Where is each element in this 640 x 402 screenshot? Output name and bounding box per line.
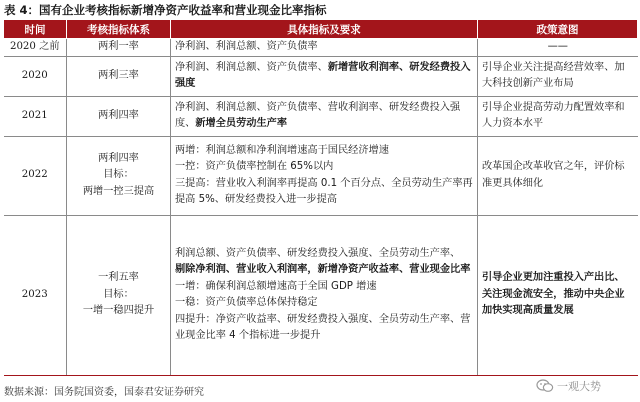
detail-line: 一增：确保利润总额增速高于全国 GDP 增速	[175, 280, 377, 292]
row-system: 两利一率	[67, 39, 171, 57]
table-row	[4, 56, 638, 96]
detail-new-indicator: 新增营收利润率、研发经费投入强度	[175, 61, 471, 89]
detail-line: 三提高：营业收入利润率再提高 0.1 个百分点、全员劳动生产率再提高 5%、研发经费投入进一步提高	[175, 177, 473, 205]
detail-line: 一稳：资产负债率总体保持稳定	[175, 297, 318, 308]
detail-line-bold: 剔除净利润、营业收入利润率，新增净资产收益率、营业现金比率	[175, 264, 471, 275]
detail-new-indicator: 新增全员劳动生产率	[195, 118, 288, 129]
row-system: 两利三率	[67, 56, 171, 96]
system-goal: 两增一控三提高	[82, 185, 155, 197]
row-time: 2021	[4, 96, 67, 136]
row-time: 2020	[4, 56, 67, 96]
detail-line: 利润总额、资产负债率、研发经费投入强度、全员劳动生产率、	[175, 247, 461, 259]
source-note: 数据来源：国务院国资委，国泰君安证券研究	[4, 387, 204, 398]
detail-text: 净利润、利润总额、资产负债率、营收利润率、研发经费投入强度、	[175, 101, 461, 129]
table-header-row	[4, 20, 638, 39]
detail-line: 四提升：净资产收益率、研发经费投入强度、全员劳动生产率、营业现金比率 4 个指标进一步提升	[175, 313, 471, 341]
row-detail: 净利润、利润总额、资产负债率	[171, 39, 478, 57]
table-row	[4, 215, 638, 375]
row-system	[67, 136, 171, 215]
system-goal-label: 目标：	[103, 288, 134, 300]
system-goal-label: 目标：	[103, 169, 134, 181]
row-intent: ——	[478, 39, 638, 57]
header-time: 时间	[4, 20, 67, 39]
row-time: 2022	[4, 136, 67, 215]
table-row	[4, 96, 638, 136]
watermark	[536, 378, 601, 394]
watermark-text: 一观大势	[557, 380, 601, 393]
detail-text: 净利润、利润总额、资产负债率、	[175, 61, 328, 73]
row-detail	[171, 136, 478, 215]
wechat-icon	[536, 379, 554, 393]
row-detail	[171, 96, 478, 136]
row-intent: 引导企业提高劳动力配置效率和人力资本水平	[478, 96, 638, 136]
table-row	[4, 136, 638, 215]
intent-bold: 引导企业更加注重投入产出比、关注现金流安全，推动中央企业加快实现高质量发展	[482, 272, 625, 317]
system-goal: 一增一稳四提升	[82, 305, 155, 317]
header-intent: 政策意图	[478, 20, 638, 39]
header-detail: 具体指标及要求	[171, 20, 478, 39]
table-row	[4, 39, 638, 57]
row-time: 2020 之前	[4, 39, 67, 57]
header-system: 考核指标体系	[67, 20, 171, 39]
row-detail	[171, 215, 478, 375]
row-intent	[478, 215, 638, 375]
row-intent: 引导企业关注提高经营效率、加大科技创新产业布局	[478, 56, 638, 96]
row-system	[67, 215, 171, 375]
detail-line: 一控：资产负债率控制在 65%以内	[175, 161, 334, 172]
row-time: 2023	[4, 215, 67, 375]
table-title: 表 4：国有企业考核指标新增净资产收益率和营业现金比率指标	[4, 3, 327, 17]
row-detail	[171, 56, 478, 96]
detail-line: 两增：利润总额和净利润增速高于国民经济增速	[175, 144, 389, 156]
system-name: 一利五率	[98, 272, 139, 284]
row-intent: 改革国企改革收官之年，评价标准更具体细化	[478, 136, 638, 215]
policy-table	[3, 19, 638, 376]
system-name: 两利四率	[98, 152, 139, 164]
row-system: 两利四率	[67, 96, 171, 136]
